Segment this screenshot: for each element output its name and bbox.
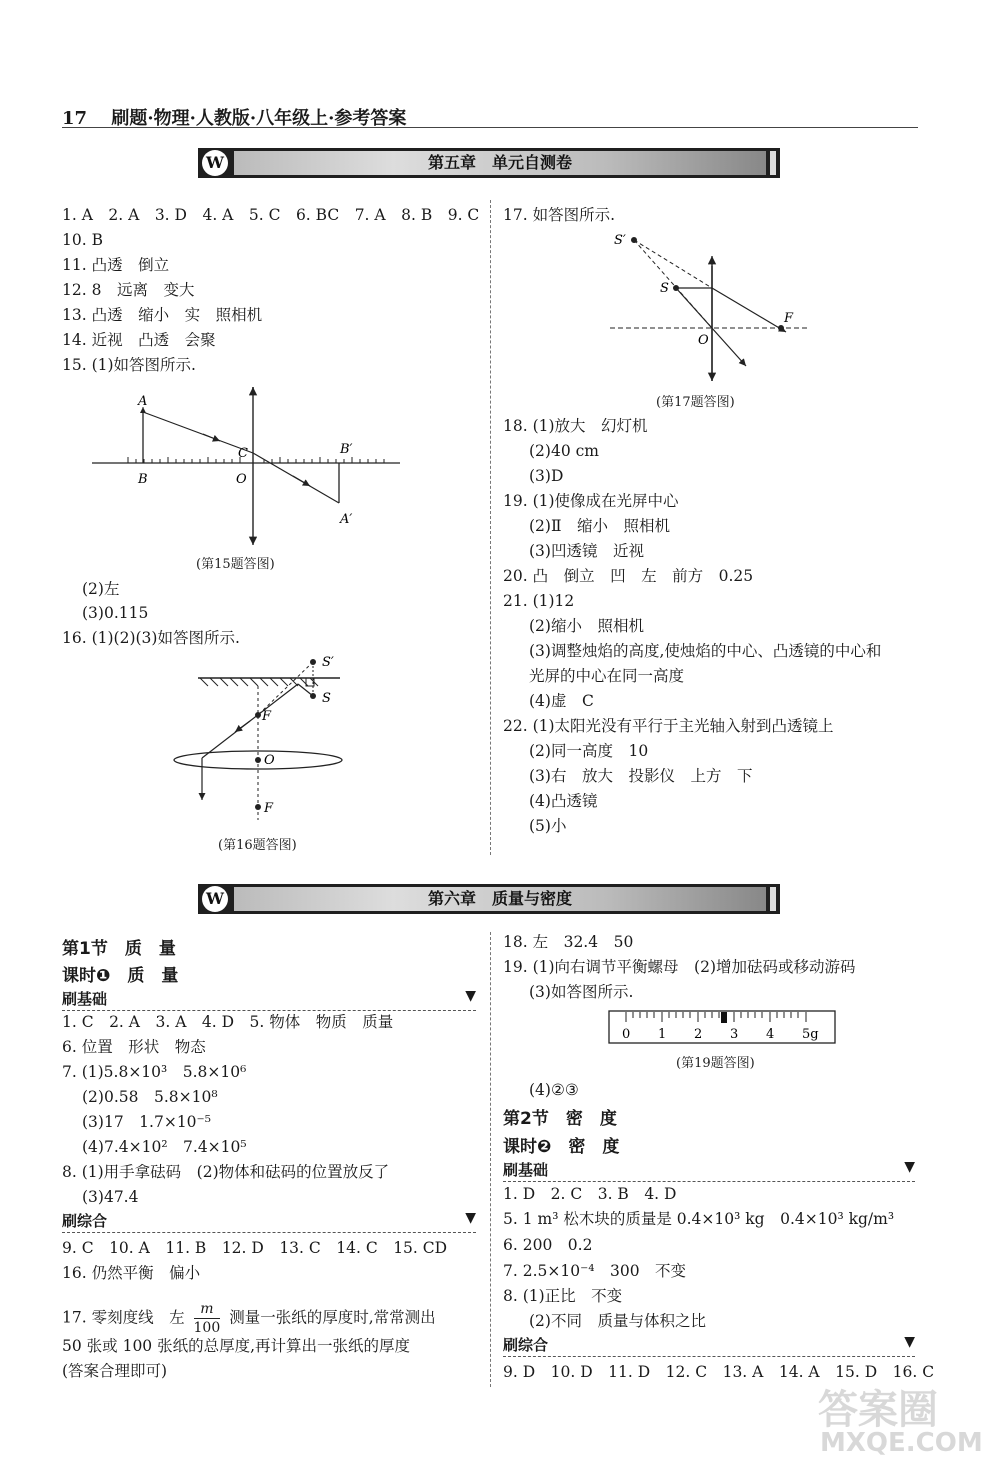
ruler-tick-label: 3 [730, 1027, 739, 1042]
answer-line: 14. 近视 凸透 会聚 [62, 331, 216, 349]
answer-line: (2)40 cm [529, 442, 599, 460]
section-title: 第2节 密 度 [503, 1109, 617, 1129]
section-title: 第1节 质 量 [62, 939, 176, 959]
answer-line: (答案合理即可) [62, 1362, 168, 1380]
label-F-top: F [262, 709, 272, 724]
answer-line: 22. (1)太阳光没有平行于主光轴入射到凸透镜上 [503, 717, 834, 735]
answer-line: (4)7.4×10² 7.4×10⁵ [82, 1138, 247, 1156]
answer-line: (3)17 1.7×10⁻⁵ [82, 1113, 211, 1131]
answer-line: 12. 8 远离 变大 [62, 281, 195, 299]
answer-line: 19. (1)向右调节平衡螺母 (2)增加砝码或移动游码 [503, 958, 856, 976]
answer-line: (3)调整烛焰的高度,使烛焰的中心、凸透镜的中心和 [529, 642, 882, 660]
answer-line: 17. 如答图所示. [503, 206, 616, 224]
answer-line: (2)Ⅱ 缩小 照相机 [529, 517, 670, 535]
answer-line: (3)47.4 [82, 1188, 139, 1206]
figure-15-diagram [88, 385, 408, 575]
answer-line: (2)0.58 5.8×10⁸ [82, 1088, 218, 1106]
answer-line: (2)同一高度 10 [529, 742, 649, 760]
label-O: O [264, 753, 275, 768]
page-number: 17 [62, 108, 88, 129]
label-B-prime: B′ [340, 442, 353, 457]
comprehensive-practice-bar [503, 1334, 915, 1357]
label-B: B [138, 472, 148, 487]
label-S-prime: S′ [322, 655, 334, 670]
chapter5-banner [198, 148, 780, 178]
answer-line: (2)缩小 照相机 [529, 617, 644, 635]
label-C: C [238, 446, 248, 461]
watermark-logo: 答案圈 [818, 1387, 938, 1433]
label-S-prime: S′ [614, 233, 626, 248]
triangle-down-icon: ▼ [904, 1334, 915, 1350]
chapter6-banner [198, 884, 780, 914]
answer-line: (3)D [529, 467, 564, 485]
ruler-tick-label: 1 [658, 1027, 667, 1042]
answer-line: 20. 凸 倒立 凹 左 前方 0.25 [503, 567, 754, 585]
ruler-tick-label: 0 [622, 1027, 631, 1042]
label-O: O [236, 472, 247, 487]
watermark-url: MXQE.COM [820, 1428, 983, 1458]
basic-practice-label: 刷基础 [503, 1161, 549, 1179]
answer-line: 7. (1)5.8×10³ 5.8×10⁶ [62, 1063, 247, 1081]
brand-logo-icon: W [202, 886, 228, 912]
column-divider [490, 200, 491, 855]
answer-line: 1. A 2. A 3. D 4. A 5. C 6. BC 7. A 8. B 9. C [62, 206, 480, 224]
label-A-prime: A′ [340, 512, 353, 527]
ruler-tick-label: 5g [802, 1027, 819, 1042]
triangle-down-icon: ▼ [465, 988, 476, 1004]
answer-line: 8. (1)正比 不变 [503, 1287, 623, 1305]
answer-line: (3)0.115 [82, 604, 149, 622]
answer-line: 9. C 10. A 11. B 12. D 13. C 14. C 15. CD [62, 1239, 448, 1257]
comprehensive-practice-bar [62, 1210, 476, 1233]
answer-line: 17. 零刻度线 左 $\frac{m}{100}$ 测量一张纸的厚度时,常常测出 [62, 1301, 436, 1336]
answer-line: 1. C 2. A 3. A 4. D 5. 物体 物质 质量 [62, 1013, 394, 1031]
figure-19-ruler [608, 1010, 838, 1046]
answer-line: 18. 左 32.4 50 [503, 933, 634, 951]
answer-line: 1. D 2. C 3. B 4. D [503, 1185, 677, 1203]
basic-practice-bar [503, 1159, 915, 1182]
chapter5-title: 第五章 单元自测卷 [427, 153, 572, 172]
answer-line: 5. 1 m³ 松木块的质量是 0.4×10³ kg 0.4×10³ kg/m³ [503, 1210, 895, 1228]
answer-line: 9. D 10. D 11. D 12. C 13. A 14. A 15. D 16. C [503, 1363, 935, 1381]
answer-line: 13. 凸透 缩小 实 照相机 [62, 306, 263, 324]
answer-line: 8. (1)用手拿砝码 (2)物体和砝码的位置放反了 [62, 1163, 390, 1181]
fraction: $\frac{m}{100}$ [193, 1301, 221, 1336]
comprehensive-practice-label: 刷综合 [62, 1212, 108, 1230]
triangle-down-icon: ▼ [465, 1210, 476, 1226]
answer-line: 7. 2.5×10⁻⁴ 300 不变 [503, 1262, 687, 1280]
answer-line: 50 张或 100 张纸的总厚度,再计算出一张纸的厚度 [62, 1337, 411, 1355]
figure-17-diagram [606, 226, 816, 386]
chapter6-title: 第六章 质量与密度 [427, 889, 572, 908]
lesson-title: 课时❷ 密 度 [503, 1137, 620, 1157]
basic-practice-label: 刷基础 [62, 990, 108, 1008]
column-divider [490, 932, 491, 1387]
header-divider [62, 127, 918, 128]
answer-line: (5)小 [529, 817, 567, 835]
figure-16-diagram [160, 650, 360, 830]
answer-line: (2)不同 质量与体积之比 [529, 1312, 706, 1330]
basic-practice-bar [62, 988, 476, 1011]
label-S: S [322, 691, 331, 706]
answer-line: (2)左 [82, 580, 120, 598]
answer-line: (3)凹透镜 近视 [529, 542, 644, 560]
figure-16-caption: (第16题答图) [218, 838, 297, 853]
answer-line: 21. (1)12 [503, 592, 575, 610]
brand-logo-icon: W [202, 150, 228, 176]
label-F: F [784, 311, 794, 326]
ruler-tick-label: 2 [694, 1027, 703, 1042]
rider-marker [721, 1012, 727, 1023]
answer-line: 18. (1)放大 幻灯机 [503, 417, 648, 435]
answer-line: 6. 位置 形状 物态 [62, 1038, 206, 1056]
label-F-bottom: F [264, 801, 274, 816]
answer-line: 11. 凸透 倒立 [62, 256, 170, 274]
label-O: O [698, 333, 709, 348]
answer-line: 16. 仍然平衡 偏小 [62, 1264, 201, 1282]
answer-line: (3)右 放大 投影仪 上方 下 [529, 767, 753, 785]
answer-line: (4)虚 C [529, 692, 594, 710]
page-header-title: 刷题·物理·人教版·八年级上·参考答案 [111, 108, 407, 129]
figure-15-caption: (第15题答图) [196, 557, 275, 572]
triangle-down-icon: ▼ [904, 1159, 915, 1175]
ruler-tick-label: 4 [766, 1027, 775, 1042]
answer-line: 10. B [62, 231, 103, 249]
answer-line: (3)如答图所示. [529, 983, 634, 1001]
figure-19-caption: (第19题答图) [676, 1056, 755, 1071]
answer-line: 16. (1)(2)(3)如答图所示. [62, 629, 240, 647]
figure-17-caption: (第17题答图) [656, 395, 735, 410]
answer-line: (4)凸透镜 [529, 792, 598, 810]
answer-line: 6. 200 0.2 [503, 1236, 593, 1254]
answer-line: (4)②③ [529, 1081, 579, 1099]
label-A: A [138, 394, 148, 409]
answer-line: 15. (1)如答图所示. [62, 356, 196, 374]
lesson-title: 课时❶ 质 量 [62, 966, 179, 986]
label-S: S [660, 281, 669, 296]
comprehensive-practice-label: 刷综合 [503, 1336, 549, 1354]
answer-line: 光屏的中心在同一高度 [529, 667, 685, 685]
answer-line: 19. (1)使像成在光屏中心 [503, 492, 679, 510]
